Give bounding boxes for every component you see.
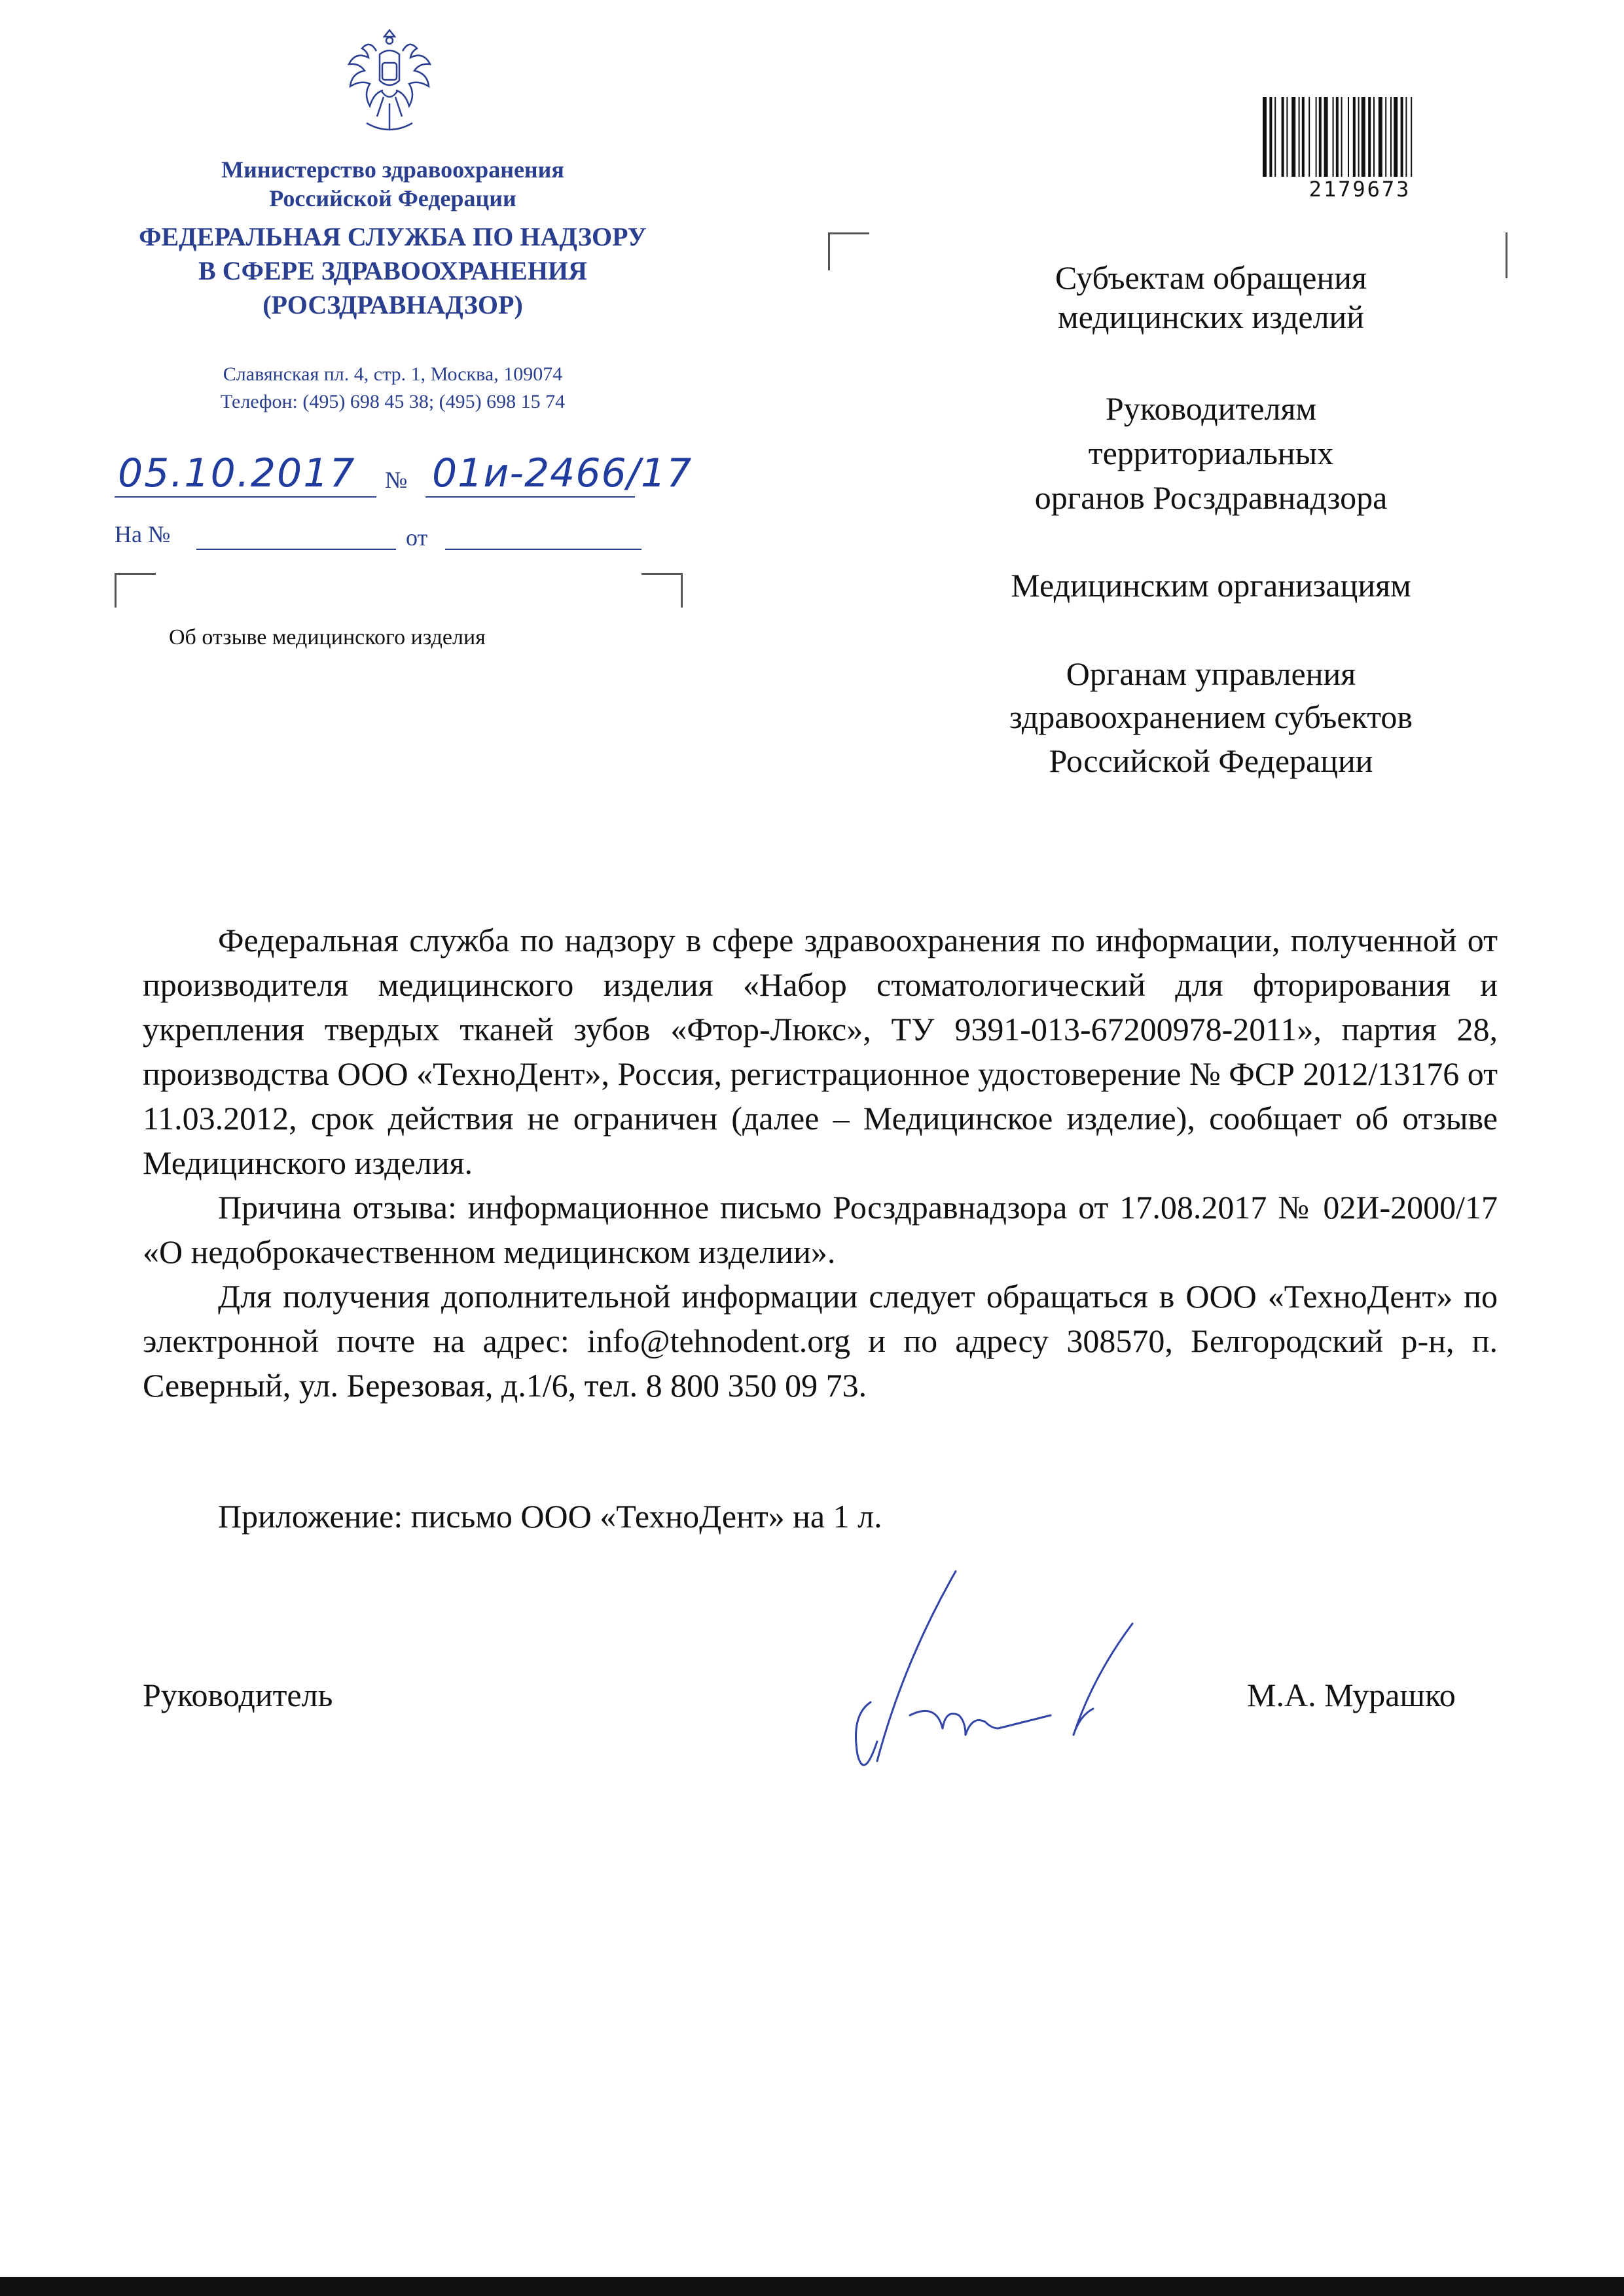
reference-date-label: от (406, 524, 428, 551)
service-name-line-1: ФЕДЕРАЛЬНАЯ СЛУЖБА ПО НАДЗОРУ (139, 222, 647, 251)
ministry-name-line-1: Министерство здравоохранения (221, 156, 564, 183)
addressee-corner-left (828, 232, 869, 270)
letter-subject: Об отзыве медицинского изделия (169, 625, 486, 649)
body-paragraph-1: Федеральная служба по надзору в сфере здравоохранения по информации, полученной от производителя медицинского изделия «Набор стоматологический для фторирования и укрепления твердых тканей зубов «Фтор-Люкс», ТУ 9391-013-67200978-2011», партия 28, производства ООО «ТехноДент», Россия, регистрационное удостоверение № ФСР 2012/13176 от 11.03.2012, срок действия не ограничен (далее – Медицинское изделие), сообщает об отзыве Медицинского изделия. (143, 922, 1498, 1181)
addressee-2-line-1: Руководителям (1105, 390, 1317, 427)
coat-of-arms-icon (340, 25, 439, 143)
subject-corner-right (641, 573, 683, 608)
body-paragraph-3: Для получения дополнительной информации следует обращаться в ООО «ТехноДент» по электронной почте на адрес: info@tehnodent.org и по адресу 308570, Белгородский р-н, п. Северный, ул. Березовая, д.1/6, тел. 8 800 350 09 73. (143, 1278, 1498, 1404)
reference-date-blank (445, 549, 641, 550)
barcode-number: 2179673 (1308, 177, 1411, 202)
addressee-2-line-2: территориальных (1088, 435, 1334, 471)
subject-corner-left (115, 573, 156, 608)
addressee-1-line-2: медицинских изделий (1057, 299, 1365, 335)
addressee-corner-right (1506, 232, 1507, 278)
signer-title: Руководитель (143, 1677, 333, 1713)
service-name-line-3: (РОСЗДРАВНАДЗОР) (262, 290, 523, 319)
number-underline (425, 496, 635, 498)
ministry-name-line-2: Российской Федерации (269, 185, 516, 211)
handwritten-signature-icon (831, 1565, 1159, 1787)
reference-number-label: На № (115, 521, 171, 547)
addressee-4-line-3: Российской Федерации (1049, 742, 1373, 779)
number-sign: № (385, 467, 408, 493)
barcode-icon (1260, 97, 1460, 177)
addressee-1-line-1: Субъектам обращения (1055, 259, 1367, 296)
annex-note: Приложение: письмо ООО «ТехноДент» на 1 л. (218, 1498, 882, 1535)
addressee-3-line-1: Медицинским организациям (1011, 567, 1411, 604)
outgoing-date: 05.10.2017 (118, 450, 356, 496)
sender-address: Славянская пл. 4, стр. 1, Москва, 109074 (223, 363, 563, 385)
addressee-4-line-2: здравоохранением субъектов (1009, 699, 1413, 735)
addressee-4-line-1: Органам управления (1066, 655, 1356, 692)
date-underline (115, 496, 376, 498)
addressee-2-line-3: органов Росздравнадзора (1034, 479, 1388, 516)
scan-bottom-edge (0, 2277, 1624, 2296)
letter-body (143, 918, 1498, 1408)
outgoing-number: 01и-2466/17 (432, 450, 693, 496)
service-name-line-2: В СФЕРЕ ЗДРАВООХРАНЕНИЯ (198, 256, 587, 285)
body-paragraph-2: Причина отзыва: информационное письмо Росздравнадзора от 17.08.2017 № 02И-2000/17 «О недоброкачественном медицинском изделии». (143, 1189, 1498, 1270)
signer-name: М.А. Мурашко (1247, 1677, 1456, 1713)
reference-number-blank (196, 549, 396, 550)
sender-phone: Телефон: (495) 698 45 38; (495) 698 15 74 (220, 391, 566, 412)
